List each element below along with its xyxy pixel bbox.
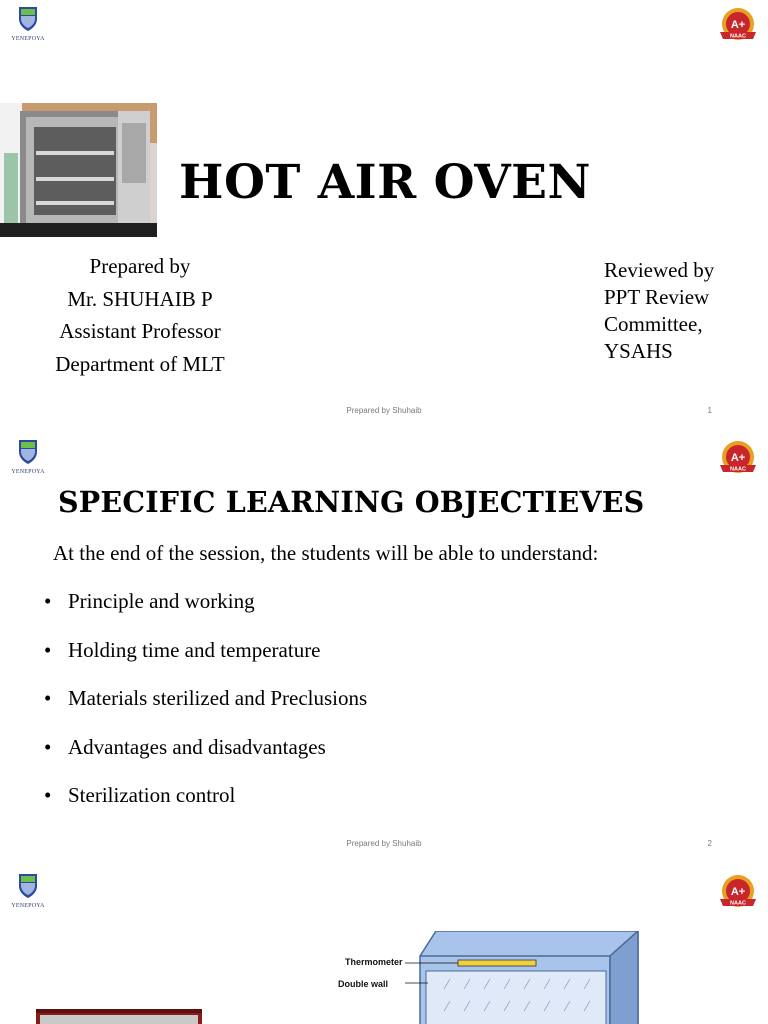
bullet: • bbox=[44, 589, 52, 613]
badge-org: NAAC bbox=[730, 466, 746, 473]
objective-text: Materials sterilized and Preclusions bbox=[68, 686, 368, 710]
red-oven-photo bbox=[36, 1003, 202, 1024]
oven-diagram bbox=[330, 931, 650, 1024]
list-item bbox=[44, 783, 367, 832]
prepared-line: Mr. SHUHAIB P bbox=[67, 286, 213, 311]
prepared-line: Assistant Professor bbox=[59, 319, 221, 343]
bullet: • bbox=[44, 783, 52, 807]
yenepoya-text: YENEPOYA bbox=[11, 469, 45, 475]
yenepoya-logo bbox=[6, 439, 50, 483]
badge-org: NAAC bbox=[730, 900, 746, 907]
naac-badge-icon bbox=[716, 439, 760, 479]
shield-icon bbox=[18, 6, 38, 32]
prepared-by-block bbox=[40, 250, 240, 380]
naac-badge-icon bbox=[716, 6, 760, 46]
objective-text: Principle and working bbox=[68, 589, 255, 613]
bullet: • bbox=[44, 637, 52, 662]
badge-grade: A+ bbox=[730, 452, 746, 464]
page-number: 2 bbox=[707, 839, 712, 848]
objective-text: Advantages and disadvantages bbox=[68, 734, 326, 759]
slide-1 bbox=[0, 0, 768, 433]
yenepoya-logo bbox=[6, 873, 50, 917]
reviewed-line: YSAHS bbox=[604, 339, 673, 363]
prepared-line: Department of MLT bbox=[55, 351, 225, 376]
badge-grade: A+ bbox=[730, 886, 746, 898]
slide-title: SPECIFIC LEARNING OBJECTIEVES bbox=[58, 485, 645, 519]
double-wall-label: Double wall bbox=[338, 979, 389, 989]
list-item bbox=[44, 638, 367, 687]
intro-text: At the end of the session, the students will be able to understand: bbox=[53, 541, 599, 565]
reviewed-by-block bbox=[604, 257, 764, 365]
shield-icon bbox=[18, 873, 38, 899]
list-item bbox=[44, 589, 367, 638]
shield-icon bbox=[18, 439, 38, 465]
prepared-line: Prepared by bbox=[89, 254, 191, 278]
list-item bbox=[44, 735, 367, 784]
slide-footer: Prepared by Shuhaib bbox=[346, 839, 422, 848]
yenepoya-logo bbox=[6, 6, 50, 50]
reviewed-line: Reviewed by bbox=[604, 258, 715, 282]
bullet: • bbox=[44, 686, 52, 710]
objective-text: Sterilization control bbox=[68, 783, 236, 807]
naac-badge-icon bbox=[716, 873, 760, 913]
reviewed-line: PPT Review bbox=[604, 285, 710, 309]
objectives-list bbox=[44, 589, 367, 832]
bullet: • bbox=[44, 734, 52, 759]
reviewed-line: Committee, bbox=[604, 312, 703, 336]
slide-footer: Prepared by Shuhaib bbox=[346, 406, 422, 415]
yenepoya-text: YENEPOYA bbox=[11, 903, 45, 909]
badge-grade: A+ bbox=[730, 19, 746, 31]
slide-2 bbox=[0, 433, 768, 867]
objective-text: Holding time and temperature bbox=[68, 637, 321, 662]
thermometer-label: Thermometer bbox=[345, 957, 403, 967]
yenepoya-text: YENEPOYA bbox=[11, 36, 45, 42]
badge-org: NAAC bbox=[730, 33, 746, 40]
page-number: 1 bbox=[707, 406, 712, 415]
list-item bbox=[44, 686, 367, 735]
hot-air-oven-photo bbox=[0, 103, 157, 237]
slide-3 bbox=[0, 867, 768, 1024]
slide-title: HOT AIR OVEN bbox=[179, 155, 591, 210]
